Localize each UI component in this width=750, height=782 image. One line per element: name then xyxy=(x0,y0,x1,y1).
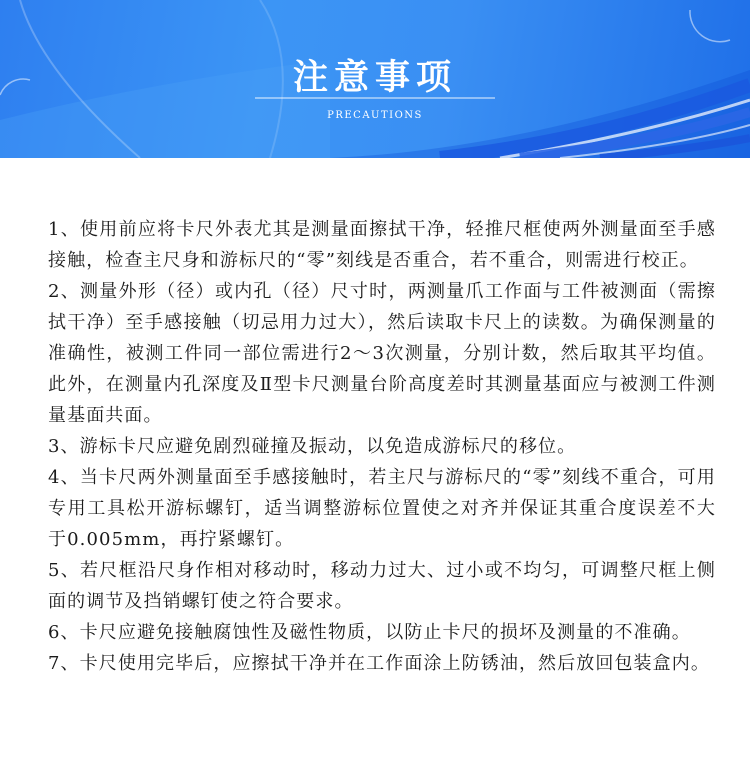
precaution-item-3: 3、游标卡尺应避免剧烈碰撞及振动，以免造成游标尺的移位。 xyxy=(48,436,577,457)
precaution-item-6: 6、卡尺应避免接触腐蚀性及磁性物质，以防止卡尺的损坏及测量的不准确。 xyxy=(48,622,691,643)
precaution-item-4: 4、当卡尺两外测量面至手感接触时，若主尺与游标尺的“零”刻线不重合，可用专用工具松开游标螺钉，适当调整游标位置使之对齐并保证其重合度误差不大于0.005mm，再拧紧螺钉。 xyxy=(48,467,716,550)
precaution-item-1: 1、使用前应将卡尺外表尤其是测量面擦拭干净，轻推尺框使两外测量面至手感接触，检查主尺身和游标尺的“零”刻线是否重合，若不重合，则需进行校正。 xyxy=(48,219,716,271)
precaution-item-5: 5、若尺框沿尺身作相对移动时，移动力过大、过小或不均匀，可调整尺框上侧面的调节及挡销螺钉使之符合要求。 xyxy=(48,560,716,612)
precaution-item-7: 7、卡尺使用完毕后，应擦拭干净并在工作面涂上防锈油，然后放回包装盒内。 xyxy=(48,653,710,674)
page-title: 注意事项 xyxy=(292,58,457,98)
precaution-item-2: 2、测量外形（径）或内孔（径）尺寸时，两测量爪工作面与工件被测面（需擦拭干净）至手感接触（切忌用力过大），然后读取卡尺上的读数。为确保测量的准确性，被测工件同一部位需进行2～3次测量，分别计数，然后取其平均值。此外，在测量内孔深度及Ⅱ型卡尺测量台阶高度差时其测量基面应与被测工件测量基面共面。 xyxy=(48,281,716,426)
header-banner xyxy=(0,0,750,158)
precautions-list xyxy=(48,214,716,679)
page-subtitle: PRECAUTIONS xyxy=(327,110,423,121)
